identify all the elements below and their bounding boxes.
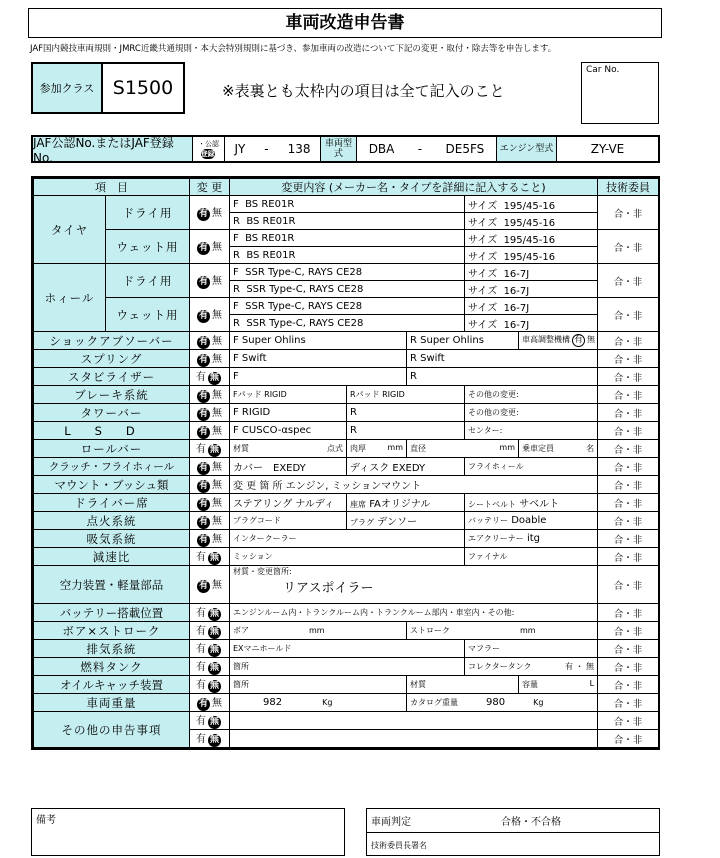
judge-row — [367, 809, 659, 833]
wheel-dry-inspect[interactable]: 合・非 — [598, 264, 659, 298]
wheel-wet-r[interactable]: R SSR Type-C, RAYS CE28 — [230, 315, 465, 332]
engine-label: エンジン型式 — [497, 137, 557, 161]
brake-r[interactable]: Rパッド RIGID — [347, 386, 465, 404]
fuel-place[interactable]: 箇所 — [230, 658, 465, 676]
aero-label: 空力装置・軽量部品 — [34, 566, 190, 604]
bore-stroke[interactable]: ストローク mm — [407, 622, 598, 640]
rollbar-thick[interactable]: 肉厚 mm — [347, 440, 407, 458]
wheel-wet-r-size[interactable]: サイズ 16-7J — [465, 315, 598, 332]
jaf-label: JAF公認No.またはJAF登録No. — [33, 137, 193, 161]
shock-label: ショックアブソーバー — [34, 332, 190, 350]
tire-wet-f-size[interactable]: サイズ 195/45-16 — [465, 230, 598, 247]
intake-row — [34, 530, 659, 548]
judge-label: 車両判定 — [371, 817, 411, 828]
weight-change[interactable]: 有 無 — [190, 694, 230, 712]
other-label: その他の申告事項 — [34, 712, 190, 748]
rollbar-seats[interactable]: 乗車定員 名 — [519, 440, 598, 458]
gear-label: 減速比 — [34, 548, 190, 566]
subtitle: JAF国内競技車両規則・JMRC近畿共通規則・本大会特別規則に基づき、参加車両の改造について下記の変更・取付・除去等を申告します。 — [30, 44, 557, 54]
brake-label: ブレーキ系統 — [34, 386, 190, 404]
driver-change[interactable]: 有 無 — [190, 494, 230, 512]
tire-dry-label: ドライ用 — [106, 196, 190, 230]
lsd-label: LSD — [34, 422, 190, 440]
tower-label: タワーバー — [34, 404, 190, 422]
battery-change[interactable]: 有 無 — [190, 604, 230, 622]
other-inspect-2[interactable]: 合・非 — [598, 730, 659, 748]
lsd-inspect[interactable]: 合・非 — [598, 422, 659, 440]
wheel-wet-f[interactable]: F SSR Type-C, RAYS CE28 — [230, 298, 465, 315]
jaf-number[interactable]: JY - 138 — [225, 137, 321, 161]
lsd-change[interactable]: 有 無 — [190, 422, 230, 440]
tire-wet-change[interactable]: 有 無 — [190, 230, 230, 264]
wheel-wet-label: ウェット用 — [106, 298, 190, 332]
shock-inspect[interactable]: 合・非 — [598, 332, 659, 350]
clutch-flywheel[interactable]: フライホィール — [465, 458, 598, 476]
header-content: 変更内容 (メーカー名・タイプを詳細に記入すること) — [230, 179, 598, 196]
exhaust-inspect[interactable]: 合・非 — [598, 640, 659, 658]
brake-inspect[interactable]: 合・非 — [598, 386, 659, 404]
remarks-box[interactable] — [31, 808, 345, 856]
weight-inspect[interactable]: 合・非 — [598, 694, 659, 712]
gear-row — [34, 548, 659, 566]
car-number-label: Car No. — [586, 65, 620, 75]
mount-row — [34, 476, 659, 494]
clutch-disc[interactable]: ディスク EXEDY — [347, 458, 465, 476]
bore-change[interactable]: 有 無 — [190, 622, 230, 640]
ignition-plug[interactable]: プラグ デンソー — [347, 512, 465, 530]
model-label: 車両型式 — [321, 137, 357, 161]
exhaust-change[interactable]: 有 無 — [190, 640, 230, 658]
spring-r[interactable]: R Swift — [407, 350, 598, 368]
battery-inspect[interactable]: 合・非 — [598, 604, 659, 622]
weight-catalog[interactable]: カタログ重量 980 Kg — [407, 694, 598, 712]
class-label: 参加クラス — [31, 62, 103, 114]
intake-ic[interactable]: インタークーラー — [230, 530, 465, 548]
shock-r[interactable]: R Super Ohlins — [407, 332, 519, 350]
driver-row — [34, 494, 659, 512]
oil-place[interactable]: 箇所 — [230, 676, 407, 694]
intake-label: 吸気系統 — [34, 530, 190, 548]
intake-ac[interactable]: エアクリーナー itg — [465, 530, 598, 548]
oil-inspect[interactable]: 合・非 — [598, 676, 659, 694]
oil-material[interactable]: 材質 — [407, 676, 519, 694]
tire-wet-f-row — [34, 230, 659, 247]
rollbar-row — [34, 440, 659, 458]
spring-inspect[interactable]: 合・非 — [598, 350, 659, 368]
tire-wet-f[interactable]: F BS RE01R — [230, 230, 465, 247]
rollbar-dia[interactable]: 直径 mm — [407, 440, 519, 458]
spring-f[interactable]: F Swift — [230, 350, 407, 368]
stabi-f[interactable]: F — [230, 368, 407, 386]
oil-change[interactable]: 有 無 — [190, 676, 230, 694]
tire-dry-f-size[interactable]: サイズ 195/45-16 — [465, 196, 598, 213]
chief-row[interactable] — [367, 833, 659, 857]
bore-row — [34, 622, 659, 640]
rollbar-label: ロールバー — [34, 440, 190, 458]
rollbar-change[interactable]: 有 無 — [190, 440, 230, 458]
judge-value[interactable]: 合格・不合格 — [501, 817, 561, 828]
stabi-row — [34, 368, 659, 386]
clutch-label: クラッチ・フライホィール — [34, 458, 190, 476]
tire-dry-change[interactable]: 有 無 — [190, 196, 230, 230]
other-inspect-1[interactable]: 合・非 — [598, 712, 659, 730]
wheel-dry-r[interactable]: R SSR Type-C, RAYS CE28 — [230, 281, 465, 298]
driver-inspect[interactable]: 合・非 — [598, 494, 659, 512]
wheel-wet-inspect[interactable]: 合・非 — [598, 298, 659, 332]
lsd-r[interactable]: R — [347, 422, 465, 440]
spring-row — [34, 350, 659, 368]
tire-wet-inspect[interactable]: 合・非 — [598, 230, 659, 264]
tire-dry-r[interactable]: R BS RE01R — [230, 213, 465, 230]
tire-label: タイヤ — [34, 196, 106, 264]
mount-value[interactable]: 変 更 箇 所 エンジン, ミッションマウント — [230, 476, 598, 494]
gear-final[interactable]: ファイナル — [465, 548, 598, 566]
wheel-label: ホィール — [34, 264, 106, 332]
wheel-dry-f-row — [34, 264, 659, 281]
aero-change[interactable]: 有 無 — [190, 566, 230, 604]
ignition-inspect[interactable]: 合・非 — [598, 512, 659, 530]
exhaust-row — [34, 640, 659, 658]
intake-change[interactable]: 有 無 — [190, 530, 230, 548]
wheel-wet-f-row — [34, 298, 659, 315]
wheel-dry-change[interactable]: 有 無 — [190, 264, 230, 298]
wheel-dry-r-size[interactable]: サイズ 16-7J — [465, 281, 598, 298]
engine-value[interactable]: ZY-VE — [590, 142, 625, 156]
tower-change[interactable]: 有 無 — [190, 404, 230, 422]
oil-capacity[interactable]: 容量 L — [519, 676, 598, 694]
intake-inspect[interactable]: 合・非 — [598, 530, 659, 548]
judge-box — [366, 808, 660, 856]
bore-label: ボア×ストローク — [34, 622, 190, 640]
ignition-plugcode[interactable]: プラグコード — [230, 512, 347, 530]
exhaust-label: 排気系統 — [34, 640, 190, 658]
battery-label: バッテリー搭載位置 — [34, 604, 190, 622]
ignition-label: 点火系統 — [34, 512, 190, 530]
header-item: 項 目 — [34, 179, 190, 196]
stabi-r[interactable]: R — [407, 368, 598, 386]
exhaust-ex[interactable]: EXマニホールド — [230, 640, 465, 658]
other-row-1 — [34, 712, 659, 730]
gear-change[interactable]: 有 無 — [190, 548, 230, 566]
ignition-change[interactable]: 有 無 — [190, 512, 230, 530]
lsd-center[interactable]: センター: — [465, 422, 598, 440]
ignition-row — [34, 512, 659, 530]
clutch-inspect[interactable]: 合・非 — [598, 458, 659, 476]
chief-label: 技術委員長署名 — [371, 840, 427, 850]
tower-r[interactable]: R — [347, 404, 465, 422]
aero-value[interactable]: 材質・変更箇所: リアスポイラー — [230, 566, 598, 604]
weight-label: 車両重量 — [34, 694, 190, 712]
class-value[interactable]: S1500 — [103, 62, 185, 114]
tire-dry-f-row — [34, 196, 659, 213]
model-value[interactable]: DBA - DE5FS — [357, 137, 497, 161]
oil-row — [34, 676, 659, 694]
wheel-dry-f[interactable]: F SSR Type-C, RAYS CE28 — [230, 264, 465, 281]
fuel-collector[interactable]: コレクタータンク 有 ・ 無 — [465, 658, 598, 676]
driver-label: ドライバー席 — [34, 494, 190, 512]
tire-dry-r-size[interactable]: サイズ 195/45-16 — [465, 213, 598, 230]
wheel-wet-change[interactable]: 有 無 — [190, 298, 230, 332]
mount-change[interactable]: 有 無 — [190, 476, 230, 494]
tower-other[interactable]: その他の変更: — [465, 404, 598, 422]
clutch-cover[interactable]: カバー EXEDY — [230, 458, 347, 476]
exhaust-muffler[interactable]: マフラー — [465, 640, 598, 658]
rollbar-inspect[interactable]: 合・非 — [598, 440, 659, 458]
ignition-battery[interactable]: バッテリー Doable — [465, 512, 598, 530]
brake-row — [34, 386, 659, 404]
stabi-label: スタビライザー — [34, 368, 190, 386]
gear-inspect[interactable]: 合・非 — [598, 548, 659, 566]
lsd-row — [34, 422, 659, 440]
aero-inspect[interactable]: 合・非 — [598, 566, 659, 604]
gear-mission[interactable]: ミッション — [230, 548, 465, 566]
clutch-row — [34, 458, 659, 476]
mount-label: マウント・ブッシュ類 — [34, 476, 190, 494]
header-inspector: 技術委員 — [598, 179, 659, 196]
driver-belt[interactable]: シートベルト サベルト — [465, 494, 598, 512]
battery-value[interactable]: エンジンルーム内・トランクルーム内・トランクルーム部内・車室内・その他: — [230, 604, 598, 622]
modification-table — [31, 176, 660, 750]
shock-f[interactable]: F Super Ohlins — [230, 332, 407, 350]
tire-dry-f[interactable]: F BS RE01R — [230, 196, 465, 213]
other-value-2[interactable] — [230, 730, 598, 748]
other-value-1[interactable] — [230, 712, 598, 730]
tower-row — [34, 404, 659, 422]
lsd-f[interactable]: F CUSCO-αspec — [230, 422, 347, 440]
header-row — [34, 179, 659, 196]
tower-f[interactable]: F RIGID — [230, 404, 347, 422]
fuel-label: 燃料タンク — [34, 658, 190, 676]
tire-wet-r[interactable]: R BS RE01R — [230, 247, 465, 264]
driver-steer[interactable]: ステアリング ナルディ — [230, 494, 347, 512]
jaf-mark: ・公認 登録 — [193, 137, 225, 161]
weight-row — [34, 694, 659, 712]
stabi-inspect[interactable]: 合・非 — [598, 368, 659, 386]
mount-inspect[interactable]: 合・非 — [598, 476, 659, 494]
spring-label: スプリング — [34, 350, 190, 368]
fuel-change[interactable]: 有 無 — [190, 658, 230, 676]
battery-row — [34, 604, 659, 622]
rollbar-material[interactable]: 材質 点式 — [230, 440, 347, 458]
car-number-box[interactable] — [581, 62, 659, 124]
brake-other[interactable]: その他の変更: — [465, 386, 598, 404]
shock-change[interactable]: 有 無 — [190, 332, 230, 350]
brake-change[interactable]: 有 無 — [190, 386, 230, 404]
tire-wet-label: ウェット用 — [106, 230, 190, 264]
page-title: 車両改造申告書 — [28, 8, 662, 38]
remarks-label: 備考 — [36, 815, 56, 826]
shock-adj[interactable]: 車高調整機構 有 無 — [519, 332, 598, 350]
aero-row — [34, 566, 659, 604]
stabi-change[interactable]: 有 無 — [190, 368, 230, 386]
id-row — [31, 135, 660, 163]
bore-bore[interactable]: ボア mm — [230, 622, 407, 640]
tire-wet-r-size[interactable]: サイズ 195/45-16 — [465, 247, 598, 264]
fuel-inspect[interactable]: 合・非 — [598, 658, 659, 676]
driver-seat[interactable]: 座席 FAオリジナル — [347, 494, 465, 512]
fuel-row — [34, 658, 659, 676]
header-change: 変 更 — [190, 179, 230, 196]
shock-row — [34, 332, 659, 350]
oil-label: オイルキャッチ装置 — [34, 676, 190, 694]
tire-dry-inspect[interactable]: 合・非 — [598, 196, 659, 230]
other-change-1[interactable]: 有 無 — [190, 712, 230, 730]
wheel-wet-f-size[interactable]: サイズ 16-7J — [465, 298, 598, 315]
spring-change[interactable]: 有 無 — [190, 350, 230, 368]
instruction-note: ※表裏とも太枠内の項目は全て記入のこと — [222, 82, 505, 100]
weight-value[interactable]: 982 Kg — [230, 694, 407, 712]
clutch-change[interactable]: 有 無 — [190, 458, 230, 476]
other-change-2[interactable]: 有 無 — [190, 730, 230, 748]
brake-f[interactable]: Fパッド RIGID — [230, 386, 347, 404]
tower-inspect[interactable]: 合・非 — [598, 404, 659, 422]
bore-inspect[interactable]: 合・非 — [598, 622, 659, 640]
wheel-dry-f-size[interactable]: サイズ 16-7J — [465, 264, 598, 281]
wheel-dry-label: ドライ用 — [106, 264, 190, 298]
